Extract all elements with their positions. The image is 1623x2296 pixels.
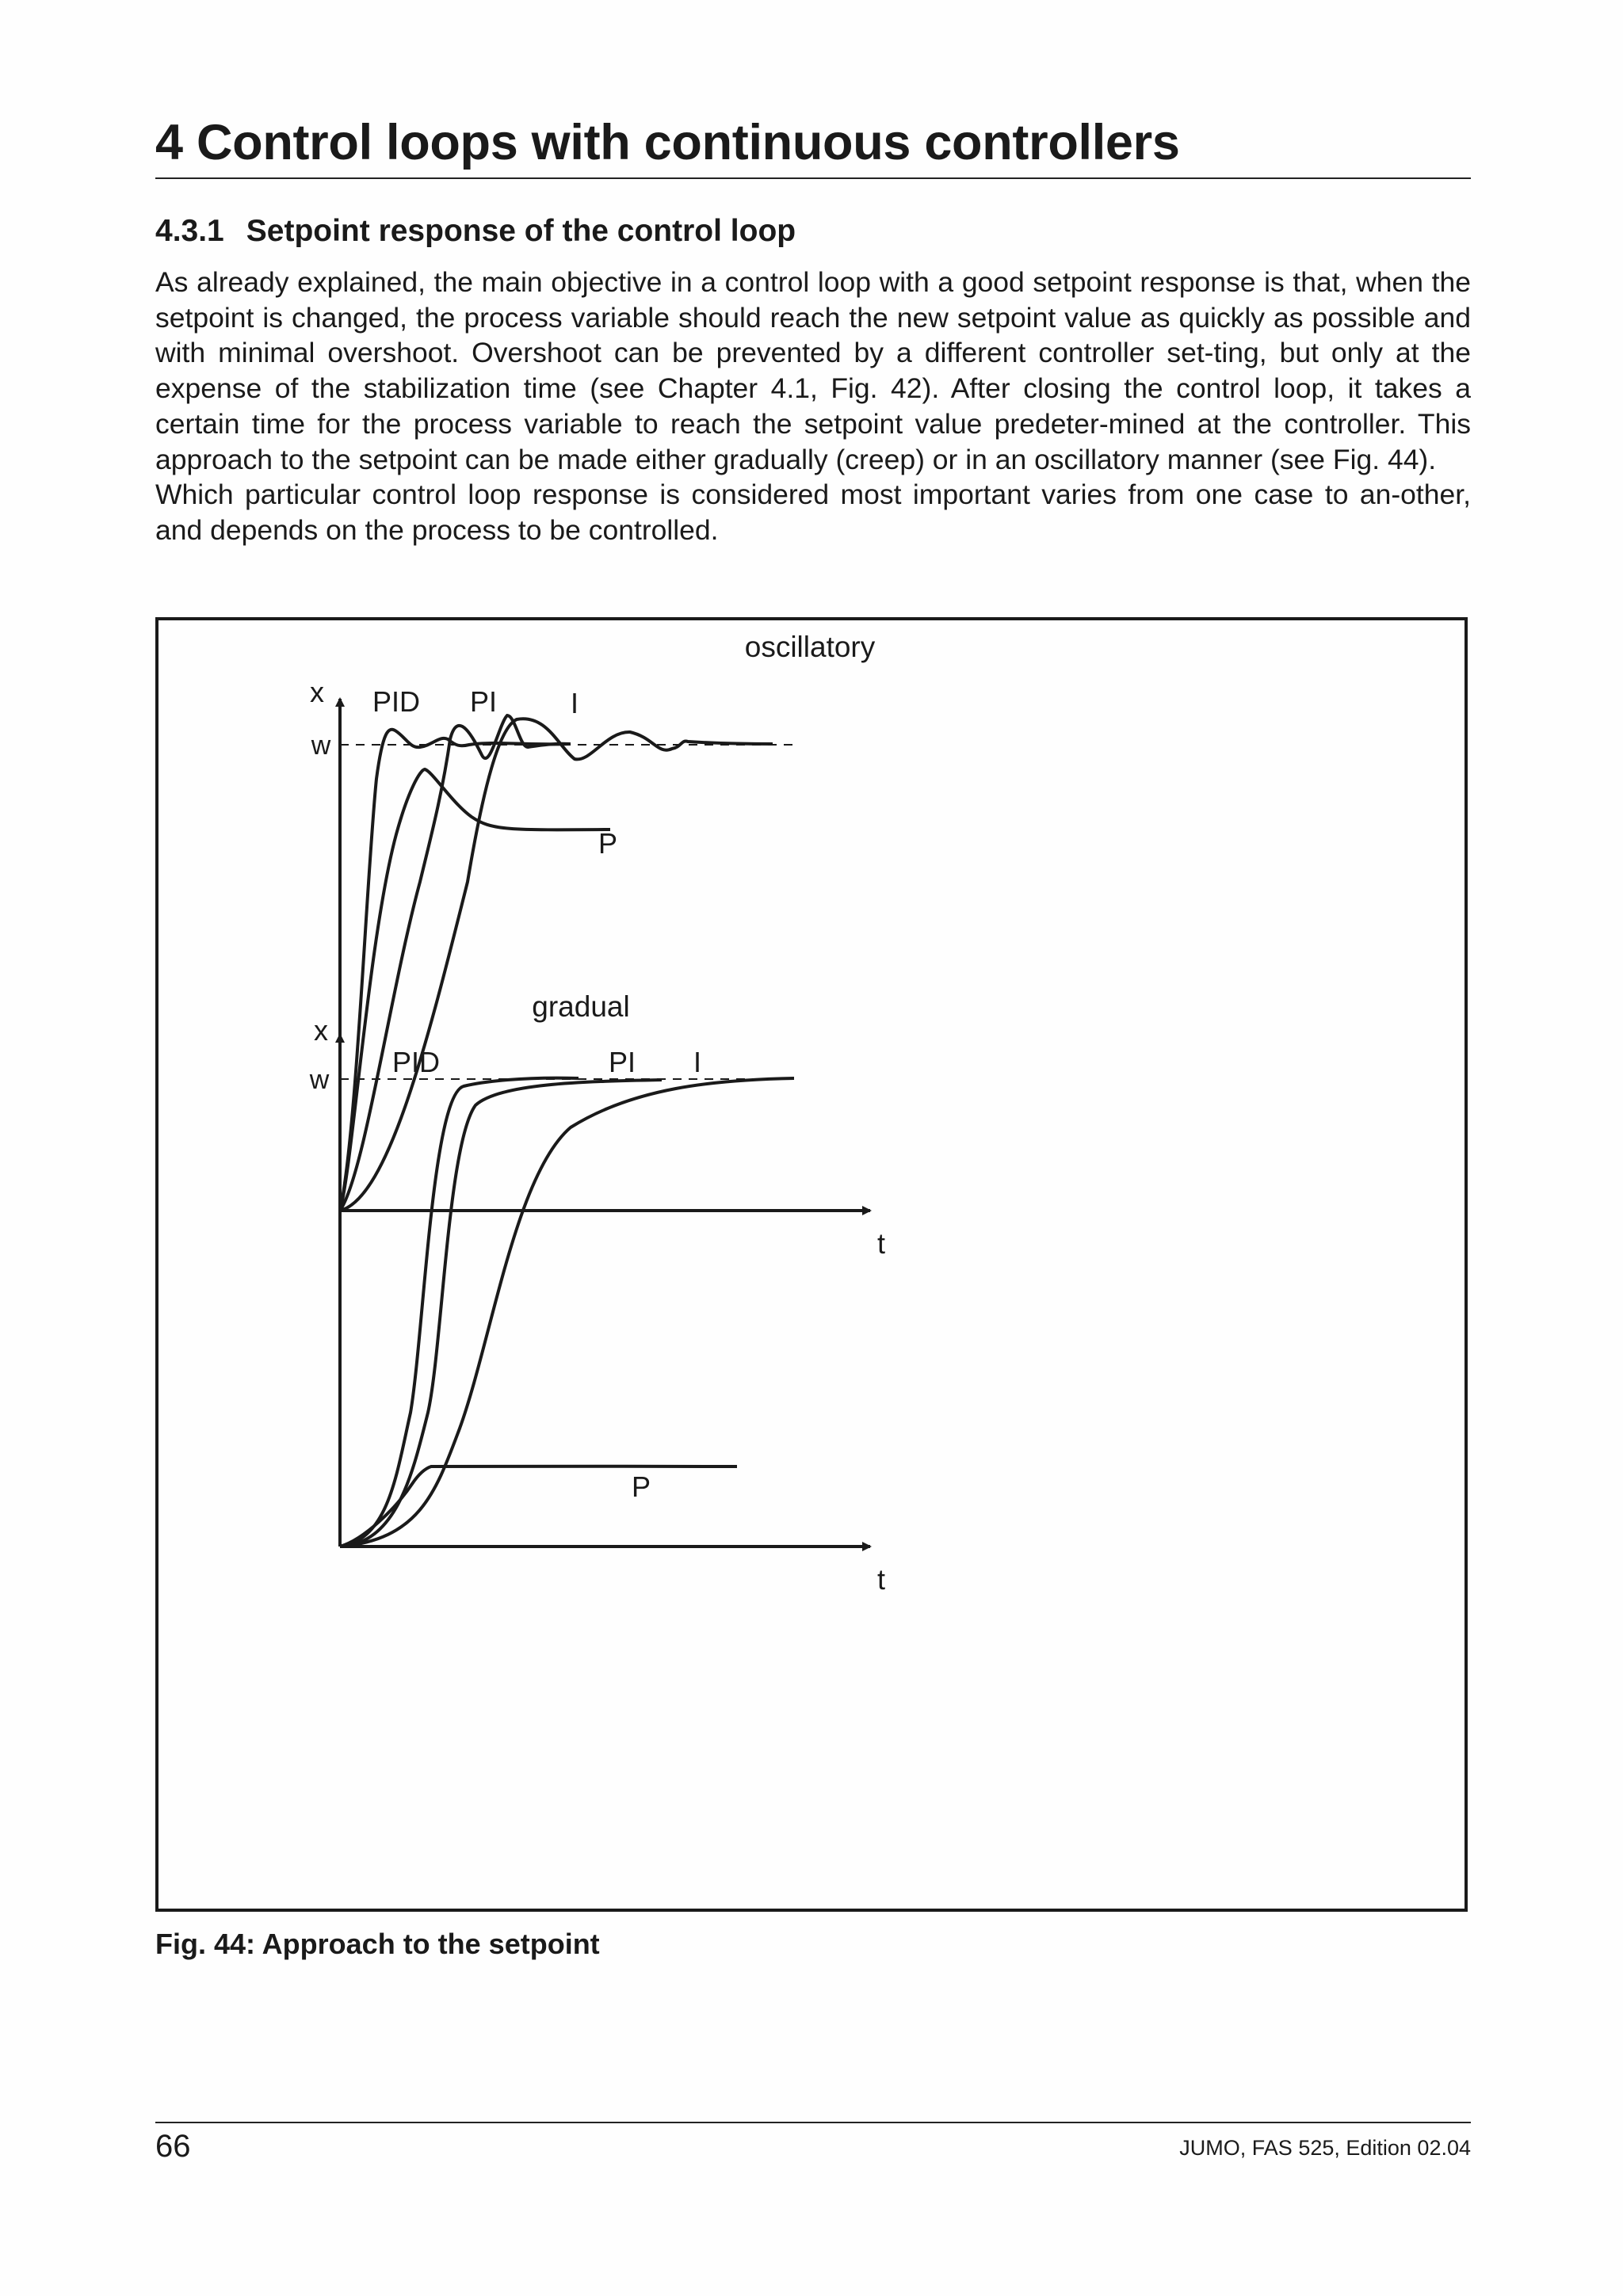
header-rule — [155, 177, 1471, 179]
label-pid: PID — [391, 1046, 441, 1078]
section-number: 4.3.1 — [155, 214, 224, 248]
footer-rule — [155, 2122, 1471, 2123]
gradual-panel — [309, 990, 885, 1596]
figure-frame — [155, 617, 1468, 1912]
oscillatory-panel — [310, 631, 885, 1260]
paragraph: As already explained, the main objective in a control loop with a good setpoint response is that, when the setpoint is changed, the process variable should reach the new setpoint value as quickly as possible and with minimal overshoot. Overshoot can be prevented by a different controller set-ting, but only at the expense of the stabilization time (see Chapter 4.1, Fig. 42). After closing the control loop, it takes a certain time for the process variable to reach the setpoint value predeter-mined at the controller. This approach to the setpoint can be made either gradually (creep) or in an oscillatory manner (see Fig. 44). — [155, 266, 1471, 475]
paragraph: Which particular control loop response is considered most important varies from one case to an-other, and depends on the process to be controlled. — [155, 479, 1471, 546]
curve-p — [340, 1466, 737, 1547]
label-pi: PI — [608, 1046, 636, 1078]
publication-info: JUMO, FAS 525, Edition 02.04 — [1179, 2136, 1471, 2160]
gradual-panel-title: gradual — [532, 990, 630, 1023]
label-pid: PID — [372, 685, 421, 718]
y-axis-label: x — [310, 676, 324, 708]
y-axis-label: x — [314, 1014, 328, 1047]
curve-i — [340, 1078, 794, 1547]
figure-diagram — [158, 620, 1465, 1909]
setpoint-label: w — [311, 730, 331, 761]
label-p: P — [631, 1470, 651, 1503]
label-i: I — [693, 1046, 702, 1078]
label-p: P — [598, 827, 618, 860]
label-i: I — [570, 687, 579, 719]
curve-i — [340, 719, 773, 1211]
label-pi: PI — [469, 685, 498, 718]
body-text — [155, 265, 1471, 548]
page-number: 66 — [155, 2129, 191, 2164]
x-axis-label: t — [876, 1227, 886, 1260]
x-axis-label: t — [876, 1563, 886, 1596]
section-heading — [155, 211, 1471, 252]
chapter-title: 4 Control loops with continuous controllers — [155, 115, 1180, 170]
figure-caption: Fig. 44: Approach to the setpoint — [155, 1928, 600, 1960]
oscillatory-panel-title: oscillatory — [744, 631, 876, 663]
section-title: Setpoint response of the control loop — [246, 214, 796, 248]
setpoint-label: w — [309, 1065, 330, 1095]
